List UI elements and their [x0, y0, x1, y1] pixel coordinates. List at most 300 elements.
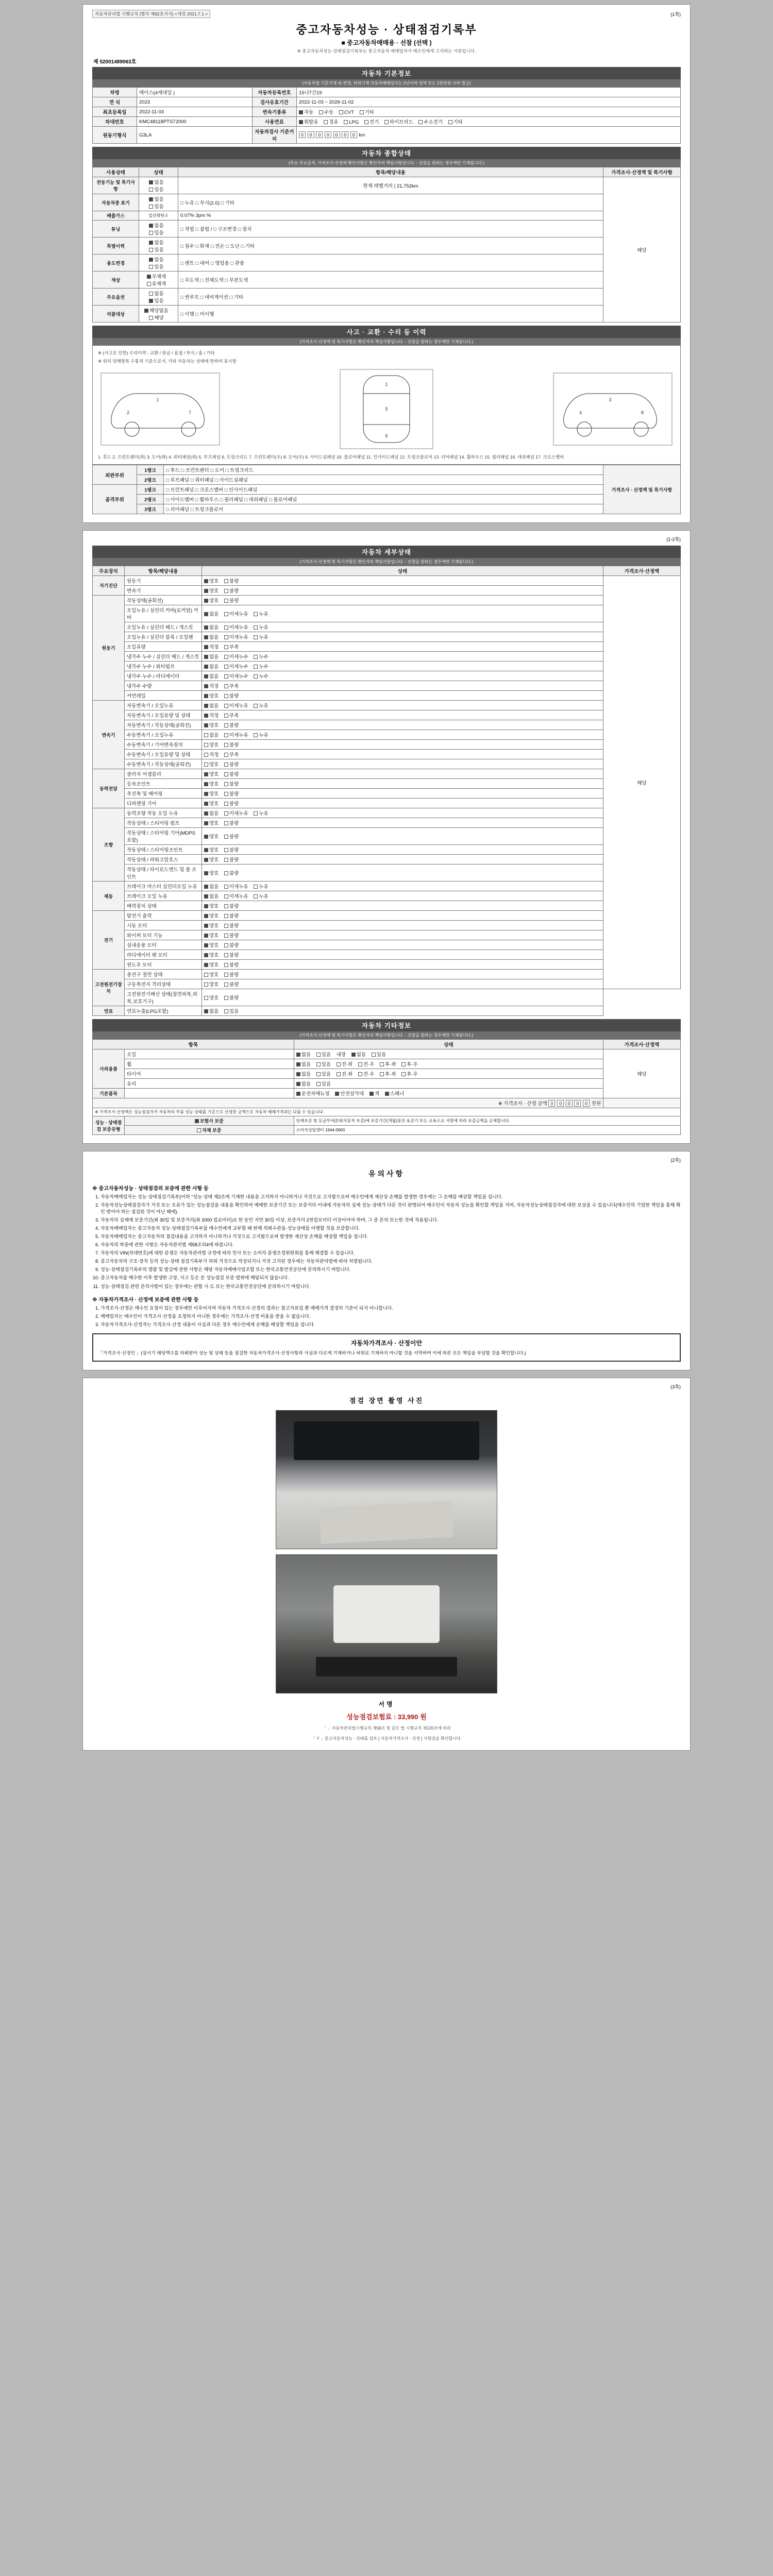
- fuel-lpg[interactable]: LPG: [344, 120, 359, 125]
- opt-bad[interactable]: 불량: [224, 941, 239, 948]
- col-detail: 항목/해당내용: [178, 167, 603, 177]
- opt-bad[interactable]: 불량: [224, 951, 239, 958]
- opt-ok[interactable]: 적정: [204, 751, 219, 758]
- item-status[interactable]: [202, 652, 603, 662]
- opt-good[interactable]: 양호: [204, 902, 219, 909]
- item-status[interactable]: [202, 989, 603, 1006]
- opt-yes[interactable]: 있음: [224, 1007, 239, 1014]
- item-status[interactable]: [202, 586, 603, 596]
- opt-ok[interactable]: 적정: [204, 711, 219, 719]
- opt-none[interactable]: 없음: [204, 663, 219, 670]
- car-diagram-top: [335, 365, 438, 453]
- opt-minor[interactable]: 미세누유: [224, 623, 248, 631]
- item-status[interactable]: [202, 901, 603, 911]
- table-row: [93, 1116, 681, 1126]
- table-row: [93, 1006, 681, 1016]
- item-status[interactable]: [202, 740, 603, 750]
- opt-good[interactable]: 양호: [204, 577, 219, 584]
- fuel-gasoline[interactable]: 휘발유: [299, 118, 318, 125]
- footer-note-1: 「 」자동차관리법시행규칙 제58조 및 같은 법 시행규칙 제120조에 따라: [322, 1725, 451, 1731]
- item-label: 연료누출(LPG포함): [125, 1006, 202, 1016]
- list-item: 7. 자동차의 VIN(차대번호)에 대한 분쟁은 자동차관리법 규정에 따라 민사 또는 소비자 분쟁조정위원회를 통해 해결할 수 있습니다.: [100, 1250, 681, 1257]
- opt-yes[interactable]: 있음: [316, 1060, 331, 1067]
- list-item: 6. 자동차의 하중에 관한 사항은 자동차관리법 제58조의4에 따릅니다.: [100, 1242, 681, 1248]
- opt-low[interactable]: 부족: [224, 643, 239, 650]
- opt-yes-5[interactable]: 있음: [149, 263, 163, 270]
- row-state-7[interactable]: [139, 289, 178, 306]
- opt-spanner[interactable]: 스패너: [385, 1090, 405, 1097]
- opt-leak[interactable]: 누수: [254, 663, 268, 670]
- opt-good[interactable]: 양호: [204, 931, 219, 939]
- page-subtitle: ■ 중고자동차매매용 · 선참 (선택 ): [341, 39, 432, 46]
- accident-band-title: 사고 · 교환 · 수리 등 이력: [92, 326, 681, 338]
- item-label: 자동변속기 / 오일누유: [125, 701, 202, 710]
- opt-none[interactable]: 없음: [204, 892, 219, 900]
- table-row: [93, 855, 681, 865]
- col-maindevice: 주요장치: [93, 566, 125, 576]
- item-status[interactable]: [202, 759, 603, 769]
- other-item-status[interactable]: [294, 1049, 603, 1059]
- opt-bad[interactable]: 불량: [224, 790, 239, 797]
- accident-sign-label: 가격조사 · 산정액 및 특기사항: [603, 465, 681, 514]
- page-subnote: ※ 중고자동차성능·상태점검기록부는 중고자동차 매매업자가 매수인에게 고지하는 서류입니다.: [297, 48, 476, 54]
- item-label: 작동상태(공회전): [125, 596, 202, 605]
- opt-minor[interactable]: 미세누수: [224, 653, 248, 660]
- row-label-3: 튜닝: [93, 221, 139, 238]
- opt-bad[interactable]: 불량: [224, 846, 239, 853]
- item-status[interactable]: [202, 701, 603, 710]
- row-state-4[interactable]: [139, 238, 178, 255]
- opt-bad[interactable]: 불량: [224, 833, 239, 840]
- opt-good[interactable]: 양호: [204, 692, 219, 699]
- item-status[interactable]: [202, 622, 603, 632]
- opt-none[interactable]: 없음: [296, 1080, 311, 1087]
- rank-items[interactable]: □ 루프패널 □ 쿼터패널 □ 사이드실패널: [164, 475, 603, 485]
- fuel-diesel[interactable]: 경유: [324, 118, 338, 125]
- row-state-0[interactable]: [139, 177, 178, 194]
- opt-leak[interactable]: 누유: [254, 702, 268, 709]
- table-row: [93, 691, 681, 701]
- opt-rr[interactable]: 후·우: [401, 1060, 418, 1067]
- opt-none[interactable]: 없음: [296, 1050, 311, 1058]
- item-status[interactable]: [202, 596, 603, 605]
- item-label: 오일누유 / 실린더 커버(로커암) 커버: [125, 605, 202, 622]
- item-status[interactable]: [202, 779, 603, 789]
- option-manual[interactable]: 수동: [319, 108, 333, 115]
- opt-good[interactable]: 양호: [204, 800, 219, 807]
- option-cvt[interactable]: CVT: [339, 110, 354, 115]
- item-status[interactable]: [202, 632, 603, 642]
- option-etc[interactable]: 기타: [360, 108, 374, 115]
- item-status[interactable]: [202, 642, 603, 652]
- opt-good[interactable]: 양호: [204, 912, 219, 919]
- opt-good[interactable]: 양호: [204, 819, 219, 826]
- col-status: 상태: [202, 566, 603, 576]
- opt-minor[interactable]: 미세누유: [224, 892, 248, 900]
- page4-mark: (3쪽): [670, 1384, 681, 1389]
- opt-bad[interactable]: 불량: [224, 961, 239, 968]
- list-item: 8. 중고자동차의 구조·장치 등의 성능·상태 점검기록부가 허위 거짓으로 작성되거나 거짓 고지된 경우에는 자동차관리법에 따라 처벌됩니다.: [100, 1258, 681, 1265]
- rank-items[interactable]: □ 사이드멤버 □ 휠하우스 □ 필러패널 □ 대쉬패널 □ 플로어패널: [164, 495, 603, 504]
- list-item: 10. 중고자동차를 매수한 이후 발생한 고장, 사고 등은 본 성능점검 보증 범위에 해당되지 않습니다.: [100, 1275, 681, 1281]
- opt-yes-8[interactable]: 해당: [149, 314, 163, 321]
- opt-good[interactable]: 양호: [204, 922, 219, 929]
- item-status[interactable]: [202, 865, 603, 882]
- value-year: 2023: [137, 97, 253, 107]
- opt-none[interactable]: 없음: [296, 1060, 311, 1067]
- opt-manual[interactable]: 운전자메뉴얼: [296, 1090, 330, 1097]
- opt-good[interactable]: 양호: [204, 790, 219, 797]
- label-usefuel: 사용연료: [252, 117, 296, 127]
- item-status[interactable]: [202, 671, 603, 681]
- opt-good[interactable]: 양호: [204, 833, 219, 840]
- opt-bad[interactable]: 불량: [224, 741, 239, 748]
- table-row: [93, 1059, 681, 1069]
- opt-none[interactable]: 없음: [204, 1007, 219, 1014]
- opt-rr[interactable]: 후·우: [401, 1070, 418, 1077]
- opt-minor[interactable]: 미세누유: [224, 610, 248, 617]
- opt-bad[interactable]: 불량: [224, 577, 239, 584]
- warranty-text: 단체보증 및 등급부여(2내/자동차 보증)에 보증기간(개월)동안 표준기 또는 교육소요 사항에 따라 보증금액을 공제합니다.: [294, 1116, 680, 1126]
- opt-leak[interactable]: 누수: [254, 672, 268, 680]
- item-status[interactable]: [202, 818, 603, 828]
- overall-note: 해당: [603, 177, 681, 323]
- opt-good[interactable]: 양호: [204, 961, 219, 968]
- opt-good[interactable]: 양호: [204, 760, 219, 768]
- opt-jack[interactable]: 잭: [369, 1090, 379, 1097]
- item-label: 오일누유 / 실린더 헤드 / 개스킷: [125, 622, 202, 632]
- total-digit: 0: [574, 1100, 581, 1107]
- opt-none[interactable]: 없음: [296, 1070, 311, 1077]
- item-status[interactable]: [202, 911, 603, 921]
- opt-fl[interactable]: 전·좌: [337, 1070, 353, 1077]
- opt-bad[interactable]: 불량: [224, 760, 239, 768]
- item-status[interactable]: [202, 940, 603, 950]
- row-state-5[interactable]: [139, 255, 178, 272]
- opt-good[interactable]: 양호: [204, 780, 219, 787]
- item-label: 작동상태 / 스티어링조인트: [125, 845, 202, 855]
- opt-good[interactable]: 양호: [204, 741, 219, 748]
- item-status[interactable]: [202, 921, 603, 930]
- value-inspection-period: 2022-11-03 ~ 2026-11-02: [296, 97, 680, 107]
- overall-table: [92, 167, 681, 323]
- opt-none-1[interactable]: 없음: [149, 195, 163, 202]
- fuel-ev[interactable]: 전기: [364, 118, 379, 125]
- item-status[interactable]: [202, 845, 603, 855]
- mileage-digit: 0: [350, 131, 357, 138]
- opt-bad[interactable]: 불량: [224, 819, 239, 826]
- opt-rl[interactable]: 후·좌: [380, 1060, 396, 1067]
- value-carname: 메이스(4세대일 ): [137, 88, 253, 97]
- item-label: 수동변속기 / 오일유량 및 상태: [125, 750, 202, 759]
- warranty-opt-self[interactable]: 자체 보증: [125, 1126, 294, 1135]
- item-status[interactable]: [202, 882, 603, 891]
- opt-bad[interactable]: 불량: [224, 869, 239, 876]
- opt-none-0[interactable]: 없음: [149, 178, 163, 185]
- item-label: 작동상태 / 타이로드엔드 및 볼 조인트: [125, 865, 202, 882]
- opt-bad[interactable]: 불량: [224, 587, 239, 594]
- opt-leak[interactable]: 누유: [254, 809, 268, 817]
- opt-yes[interactable]: 있음: [316, 1050, 331, 1058]
- opt-bad[interactable]: 불량: [224, 980, 239, 988]
- item-status[interactable]: [202, 662, 603, 671]
- row-detail-4: □ 침수 □ 화재 □ 전손 □ 도난 □ 기타: [178, 238, 603, 255]
- item-label: 자동변속기 / 작동상태(공회전): [125, 720, 202, 730]
- table-row: [93, 475, 681, 485]
- table-row: [93, 1049, 681, 1059]
- opt-bad[interactable]: 불량: [224, 800, 239, 807]
- total-label: ※ 가격조사 · 산정 금액 0 0 0 0 0 천원: [93, 1098, 603, 1108]
- opt-minor[interactable]: 미세누수: [224, 663, 248, 670]
- opt-leak[interactable]: 누수: [254, 653, 268, 660]
- opt-none[interactable]: 없음: [204, 883, 219, 890]
- overall-band-title: 자동차 종합상태: [92, 147, 681, 159]
- opt-fr[interactable]: 전·우: [358, 1070, 375, 1077]
- opt-low[interactable]: 부족: [224, 751, 239, 758]
- opt-none-3[interactable]: 없음: [149, 222, 163, 229]
- accident-band-subtitle: (가격조사·산정액 및 특기사항은 확인자의 책임사항입니다. - 선참을 원하는 경우에만 기재됩니다.): [92, 338, 681, 346]
- other-item-status[interactable]: [294, 1089, 603, 1098]
- opt-bad[interactable]: 불량: [224, 856, 239, 863]
- other-item-label: 휠: [125, 1059, 294, 1069]
- item-status[interactable]: [202, 950, 603, 960]
- opt-leak[interactable]: 누유: [254, 883, 268, 890]
- option-auto[interactable]: 자동: [299, 108, 313, 115]
- group-engine: 원동기: [93, 596, 125, 701]
- opt-good[interactable]: 양호: [204, 941, 219, 948]
- opt-ok[interactable]: 적정: [204, 682, 219, 689]
- item-label: 등속조인트: [125, 779, 202, 789]
- opt-none[interactable]: 없음: [204, 633, 219, 640]
- notice-section-2-list: [100, 1305, 681, 1328]
- opt-good[interactable]: 양호: [204, 597, 219, 604]
- opt-bad[interactable]: 불량: [224, 931, 239, 939]
- warranty-opt-insurer[interactable]: 보험사 보증: [125, 1116, 294, 1126]
- rank-items[interactable]: □ 리어패널 □ 트렁크플로어: [164, 504, 603, 514]
- signature-label: 서명: [378, 1700, 395, 1708]
- row-state-6[interactable]: [139, 272, 178, 289]
- opt-good[interactable]: 양호: [204, 971, 219, 978]
- row-state-2: 일산화탄소: [139, 211, 178, 221]
- page-title: 중고자동차성능 · 상태점검기록부: [296, 23, 477, 36]
- rank-label: 3랭크: [137, 504, 164, 514]
- rank-items[interactable]: □ 프런트패널 □ 크로스멤버 □ 인사이드패널: [164, 485, 603, 495]
- opt-bad[interactable]: 불량: [224, 902, 239, 909]
- item-status[interactable]: [202, 1006, 603, 1016]
- rank-items[interactable]: □ 후드 □ 프런트펜더 □ 도어 □ 트렁크리드: [164, 465, 603, 475]
- table-row: [93, 930, 681, 940]
- other-band-subtitle: (가격조사·산정액 및 특기사항은 확인자의 책임사항입니다. - 선참을 원하는 경우에만 기재됩니다.): [92, 1031, 681, 1039]
- opt-leak[interactable]: 누유: [254, 633, 268, 640]
- opt-leak[interactable]: 누유: [254, 610, 268, 617]
- fuel-hydrogen[interactable]: 수소전기: [418, 118, 443, 125]
- opt-yes-4[interactable]: 있음: [149, 246, 163, 253]
- row-state-1[interactable]: [139, 194, 178, 211]
- item-label: 변속기: [125, 586, 202, 596]
- label-inspection-period: 검사유효기간: [252, 97, 296, 107]
- row-state-8[interactable]: [139, 306, 178, 323]
- opt-low[interactable]: 부족: [224, 711, 239, 719]
- other-item-status[interactable]: [294, 1059, 603, 1069]
- opt-x-none[interactable]: 없음: [351, 1050, 366, 1058]
- table-row: [93, 769, 681, 779]
- opt-good[interactable]: 양호: [204, 770, 219, 777]
- opt-yes-3[interactable]: 있음: [149, 229, 163, 236]
- footer-note-2: 「 Y 」중고자동차성능 · 상태를 검토 [ 자동차가격조사 · 산정 ] 사항검을 확인합니다.: [311, 1736, 462, 1741]
- item-status[interactable]: [202, 828, 603, 845]
- item-label: 작동상태 / 파워고압호스: [125, 855, 202, 865]
- table-row: [93, 194, 681, 211]
- opt-minor[interactable]: 미세누유: [224, 633, 248, 640]
- opt-none[interactable]: 없음: [204, 610, 219, 617]
- opt-bad[interactable]: 불량: [224, 780, 239, 787]
- opt-x-yes[interactable]: 있음: [372, 1050, 386, 1058]
- item-status[interactable]: [202, 681, 603, 691]
- item-status[interactable]: [202, 960, 603, 970]
- opt-leak[interactable]: 누유: [254, 623, 268, 631]
- item-status[interactable]: [202, 691, 603, 701]
- opt-ok[interactable]: 적정: [204, 643, 219, 650]
- table-row: [93, 255, 681, 272]
- opt-none-5[interactable]: 없음: [149, 256, 163, 263]
- table-row: [93, 865, 681, 882]
- opt-none-7[interactable]: 없음: [149, 290, 163, 297]
- opt-low[interactable]: 부족: [224, 682, 239, 689]
- opt-minor[interactable]: 미세누유: [224, 731, 248, 738]
- opt-good[interactable]: 양호: [204, 869, 219, 876]
- other-item-status[interactable]: [294, 1079, 603, 1089]
- table-row: [93, 710, 681, 720]
- other-item-status[interactable]: [294, 1069, 603, 1079]
- total-spacer: [603, 1098, 681, 1108]
- opt-yes[interactable]: 있음: [316, 1080, 331, 1087]
- opt-yes-0[interactable]: 있음: [149, 185, 163, 193]
- item-status[interactable]: [202, 979, 603, 989]
- item-label: 냉각수 누수 / 라디에이터: [125, 671, 202, 681]
- item-status[interactable]: [202, 891, 603, 901]
- opt-bad[interactable]: 불량: [224, 971, 239, 978]
- opt-yes[interactable]: 있음: [316, 1070, 331, 1077]
- opt-b-6[interactable]: 유채색: [147, 280, 166, 287]
- page-3: [82, 1151, 691, 1370]
- notice-section-1-title: ※ 중고자동차성능 · 상태점검의 보증에 관한 사항 등: [92, 1186, 209, 1192]
- opt-yes-7[interactable]: 있음: [149, 297, 163, 304]
- item-status[interactable]: [202, 730, 603, 740]
- opt-none[interactable]: 없음: [204, 809, 219, 817]
- item-status[interactable]: [202, 605, 603, 622]
- accident-frame-table: [92, 465, 681, 514]
- opt-none-8[interactable]: 해당없음: [144, 307, 169, 314]
- item-status[interactable]: [202, 789, 603, 799]
- item-status[interactable]: [202, 720, 603, 730]
- car-diagrams: [96, 365, 677, 453]
- item-label: 동력조향 작동 오일 누유: [125, 808, 202, 818]
- fuel-hybrid[interactable]: 하이브리드: [384, 118, 413, 125]
- opt-none[interactable]: 없음: [204, 702, 219, 709]
- item-status[interactable]: [202, 970, 603, 979]
- opt-rl[interactable]: 후·좌: [380, 1070, 396, 1077]
- item-status[interactable]: [202, 799, 603, 808]
- other-band-title: 자동차 기타정보: [92, 1019, 681, 1031]
- opt-good[interactable]: 양호: [204, 846, 219, 853]
- item-status[interactable]: [202, 808, 603, 818]
- item-status[interactable]: [202, 576, 603, 586]
- opt-fl[interactable]: 전·좌: [337, 1060, 353, 1067]
- group-basic-items: 기본품목: [93, 1089, 125, 1098]
- list-item: 1. 가격조사·산정은 매수인 요청이 있는 경우에만 이루어지며 자동차 가격조사·산정의 결과는 참고자료일 뿐 매매가격 결정의 기준이 되지 아니합니다.: [100, 1305, 681, 1312]
- item-status[interactable]: [202, 710, 603, 720]
- list-item: 2. 자동차성능상태점검자가 거짓 또는 오류가 있는 성능점검을 내용을 확인하여 매매한 보증기간 또는 보증거리 이내에 자동차의 실제 성능·상태가 다른 것이 판명되어 매수인이 자동차 성능을 확인할 책임을 지며, 자동차성능상태점검자에 대한 보상을 수 있습니다(매수인의 기업한 책임을 통해 확인 받아야 하는 점검된 것이 아닌 때에).: [100, 1202, 681, 1215]
- opt-bad[interactable]: 불량: [224, 994, 239, 1001]
- opt-minor[interactable]: 미세누유: [224, 809, 248, 817]
- opt-triangle[interactable]: 안전삼각대: [335, 1090, 364, 1097]
- table-row: [93, 605, 681, 622]
- oath-title: 자동차가격조사 · 산정이안: [350, 1339, 423, 1347]
- accident-diagram-area: [92, 346, 681, 465]
- opt-good[interactable]: 양호: [204, 587, 219, 594]
- opt-none[interactable]: 없음: [204, 653, 219, 660]
- opt-bad[interactable]: 불량: [224, 597, 239, 604]
- opt-good[interactable]: 양호: [204, 994, 219, 1001]
- table-row: [93, 789, 681, 799]
- page1-top-strip: [92, 10, 681, 18]
- opt-good[interactable]: 양호: [204, 951, 219, 958]
- opt-minor[interactable]: 미세누유: [224, 702, 248, 709]
- fuel-other[interactable]: 기타: [448, 118, 463, 125]
- page-1: [82, 4, 691, 523]
- label-std-mileage: 자동차검사 기준거리: [252, 127, 296, 144]
- item-label: 냉각수 수량: [125, 681, 202, 691]
- opt-good[interactable]: 양호: [204, 980, 219, 988]
- opt-yes-1[interactable]: 있음: [149, 202, 163, 210]
- opt-fr[interactable]: 전·우: [358, 1060, 375, 1067]
- opt-bad[interactable]: 불량: [224, 721, 239, 728]
- item-label: 냉각수 누수 / 워터펌프: [125, 662, 202, 671]
- opt-none[interactable]: 없음: [204, 623, 219, 631]
- table-row: [93, 211, 681, 221]
- page1-mark: (1쪽): [670, 11, 681, 17]
- opt-none[interactable]: 없음: [204, 731, 219, 738]
- item-label: 오일유량: [125, 642, 202, 652]
- opt-none-4[interactable]: 없음: [149, 239, 163, 246]
- opt-leak[interactable]: 누유: [254, 731, 268, 738]
- item-status[interactable]: [202, 750, 603, 759]
- group-extras: 사외용품: [93, 1049, 125, 1089]
- row-detail-3: □ 적법 □ 불법 / □ 구조변경 □ 장치: [178, 221, 603, 238]
- opt-minor[interactable]: 미세누수: [224, 672, 248, 680]
- other-item-label: 유리: [125, 1079, 294, 1089]
- opt-good[interactable]: 양호: [204, 721, 219, 728]
- opt-bad[interactable]: 불량: [224, 692, 239, 699]
- row-state-3[interactable]: [139, 221, 178, 238]
- opt-bad[interactable]: 불량: [224, 770, 239, 777]
- opt-leak[interactable]: 누유: [254, 892, 268, 900]
- opt-bad[interactable]: 불량: [224, 922, 239, 929]
- detail-table: [92, 566, 681, 1016]
- oath-box: [92, 1333, 681, 1362]
- opt-bad[interactable]: 불량: [224, 912, 239, 919]
- item-status[interactable]: [202, 855, 603, 865]
- opt-good[interactable]: 양호: [204, 856, 219, 863]
- opt-a-6[interactable]: 무채색: [147, 273, 166, 280]
- item-status[interactable]: [202, 769, 603, 779]
- opt-none[interactable]: 없음: [204, 672, 219, 680]
- table-row: [93, 818, 681, 828]
- item-status[interactable]: [202, 930, 603, 940]
- list-item: 4. 자동차매매업자는 중고자동차 성능·상태점검기록부를 매수인에게 교부할 때 한해 의뢰수관을·성능상태를 이행할 것을 보증합니다.: [100, 1225, 681, 1232]
- svg-text:6: 6: [385, 433, 388, 438]
- opt-minor[interactable]: 미세누유: [224, 883, 248, 890]
